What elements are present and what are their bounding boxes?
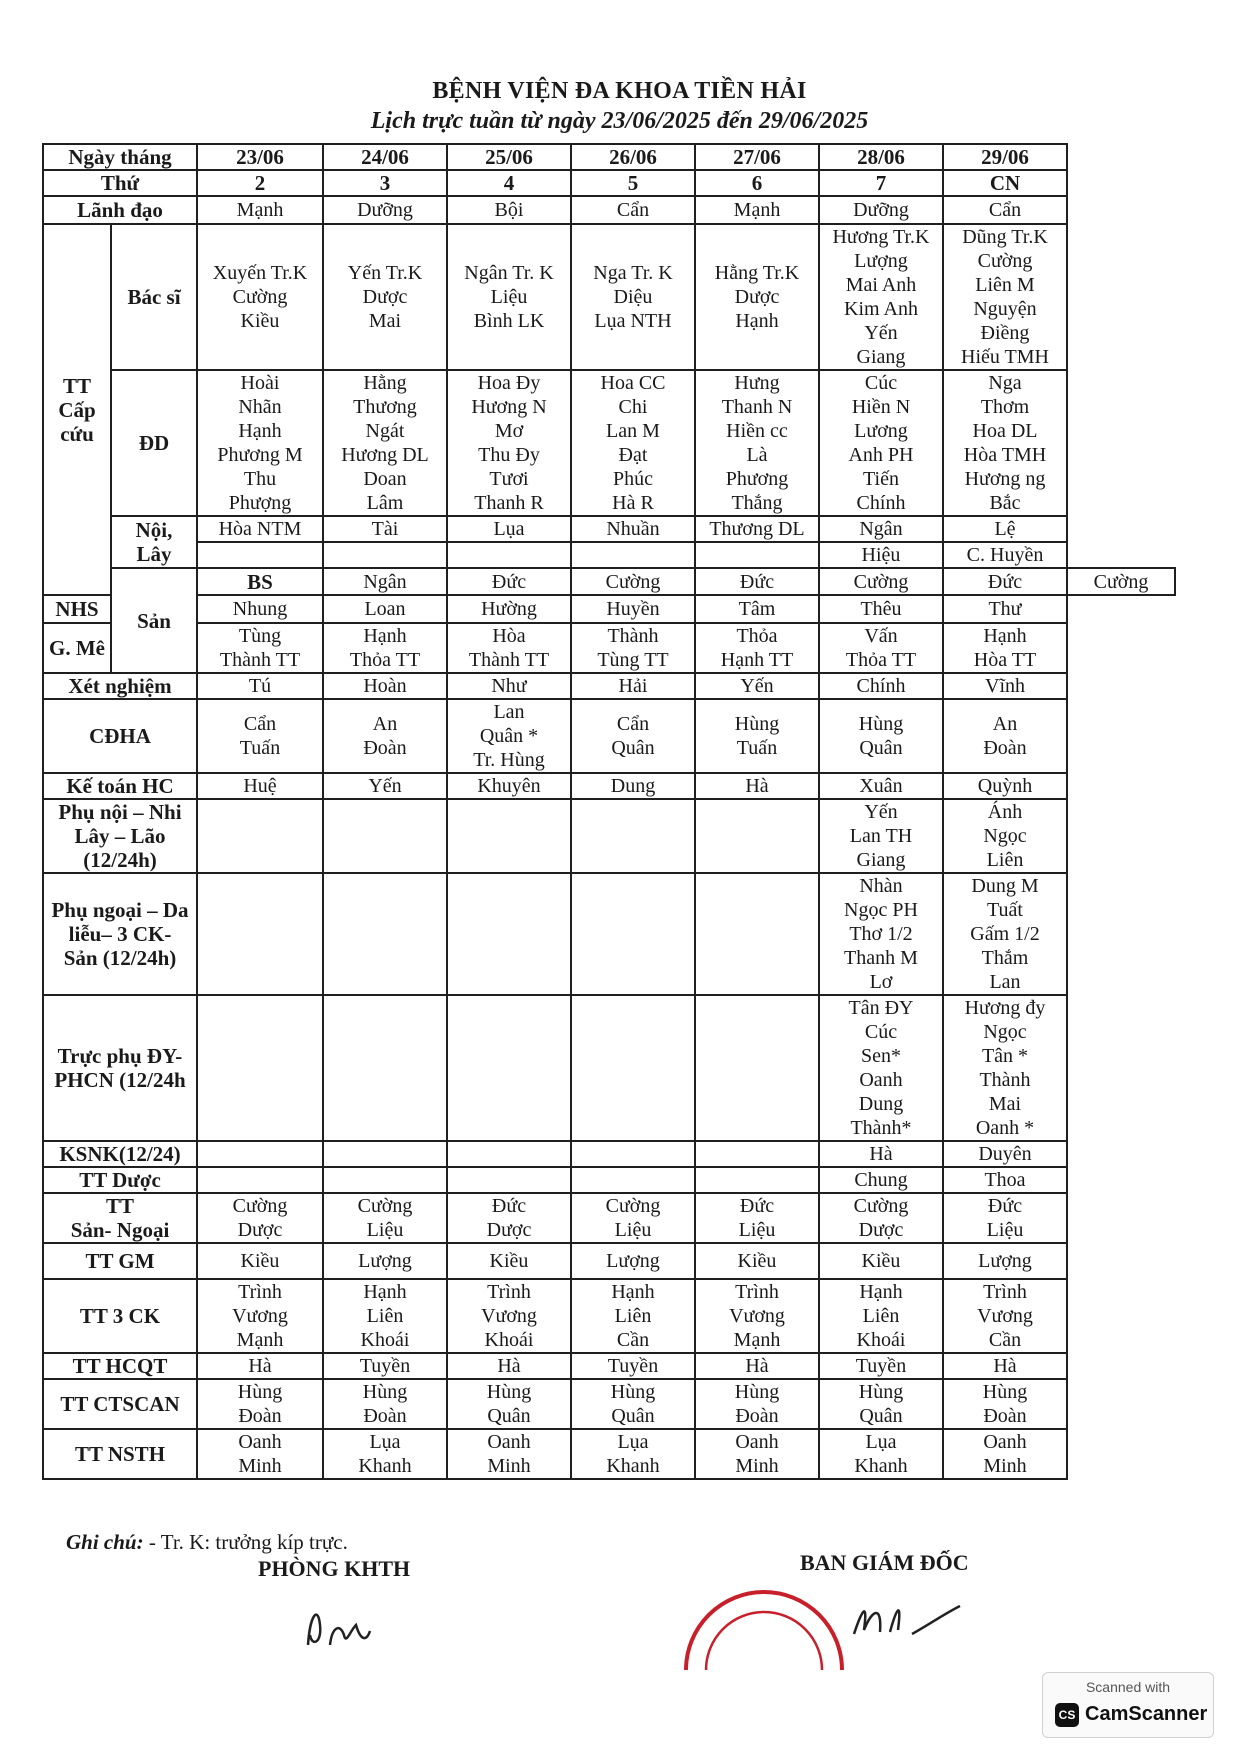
date-header-label: Ngày tháng: [43, 144, 197, 170]
hospital-title: BỆNH VIỆN ĐA KHOA TIỀN HẢI: [432, 78, 807, 104]
row-label: TT GM: [43, 1243, 197, 1279]
schedule-cell: Hùng Đoàn: [943, 1379, 1067, 1429]
schedule-cell: Cẩn Tuấn: [197, 699, 323, 773]
leadership-row: [43, 196, 1175, 224]
schedule-cell: Thương DL: [695, 516, 819, 542]
lab-row: [43, 673, 1175, 699]
schedule-cell: [323, 1141, 447, 1167]
schedule-cell: Duyên: [943, 1141, 1067, 1167]
internal-infectious-row: [43, 516, 1175, 542]
schedule-cell: Hoài Nhãn Hạnh Phương M Thu Phượng: [197, 370, 323, 516]
schedule-cell: Cúc Hiền N Lương Anh PH Tiến Chính: [819, 370, 943, 516]
schedule-cell: [571, 1141, 695, 1167]
schedule-cell: Cường: [571, 568, 695, 595]
row-label: BS: [197, 568, 323, 595]
schedule-cell: Nga Thơm Hoa DL Hòa TMH Hương ng Bắc: [943, 370, 1067, 516]
schedule-cell: Chung: [819, 1167, 943, 1193]
schedule-cell: Trình Vương Mạnh: [197, 1279, 323, 1353]
anesthesia-row: [43, 623, 1175, 673]
emergency-nurse-row: [43, 370, 1175, 516]
schedule-cell: Hoa Đy Hương N Mơ Thu Đy Tươi Thanh R: [447, 370, 571, 516]
schedule-cell: Cẩn Quân: [571, 699, 695, 773]
schedule-cell: Hạnh Liên Khoái: [323, 1279, 447, 1353]
schedule-cell: Lệ: [943, 516, 1067, 542]
internal-infectious-row-2: [43, 542, 1175, 568]
oncall-ctscan-row: [43, 1379, 1175, 1429]
emergency-doctor-row: [43, 224, 1175, 370]
date-header-row: [43, 144, 1175, 170]
schedule-cell: Vĩnh: [943, 673, 1067, 699]
oncall-obstetric-surgery-row: [43, 1193, 1175, 1243]
row-label: TT HCQT: [43, 1353, 197, 1379]
schedule-cell: Cẩn: [943, 196, 1067, 224]
schedule-cell: Quỳnh: [943, 773, 1067, 799]
row-label: Xét nghiệm: [43, 673, 197, 699]
schedule-cell: Tuyền: [323, 1353, 447, 1379]
schedule-cell: Hòa Thành TT: [447, 623, 571, 673]
schedule-cell: [571, 873, 695, 995]
oncall-admin-row: [43, 1353, 1175, 1379]
row-label: Phụ nội – Nhi Lây – Lão (12/24h): [43, 799, 197, 873]
schedule-cell: Lụa Khanh: [819, 1429, 943, 1479]
schedule-cell: Huệ: [197, 773, 323, 799]
row-label: TT CTSCAN: [43, 1379, 197, 1429]
date-header-cell: 24/06: [323, 144, 447, 170]
weekday-header-row: [43, 170, 1175, 196]
schedule-cell: Hưng Thanh N Hiền cc Là Phương Thắng: [695, 370, 819, 516]
schedule-cell: Hùng Đoàn: [323, 1379, 447, 1429]
weekday-header-cell: 2: [197, 170, 323, 196]
schedule-cell: Yến: [695, 673, 819, 699]
schedule-cell: Loan: [323, 595, 447, 623]
row-label: CĐHA: [43, 699, 197, 773]
schedule-cell: Mạnh: [695, 196, 819, 224]
schedule-cell: [571, 1167, 695, 1193]
schedule-cell: [197, 1141, 323, 1167]
schedule-cell: Hoa CC Chi Lan M Đạt Phúc Hà R: [571, 370, 695, 516]
badge-caption: Scanned with: [1085, 1679, 1171, 1695]
schedule-cell: Bội: [447, 196, 571, 224]
duty-roster-table: [42, 143, 1176, 1480]
row-label: Phụ ngoại – Da liễu– 3 CK- Sản (12/24h): [43, 873, 197, 995]
camscanner-badge: [1042, 1672, 1214, 1738]
schedule-cell: An Đoàn: [323, 699, 447, 773]
date-header-cell: 23/06: [197, 144, 323, 170]
schedule-cell: Nhung: [197, 595, 323, 623]
schedule-cell: Hà: [695, 1353, 819, 1379]
schedule-cell: Kiều: [819, 1243, 943, 1279]
row-label: KSNK(12/24): [43, 1141, 197, 1167]
roster-body: [43, 144, 1175, 1479]
footnote: [66, 1530, 348, 1555]
schedule-cell: Hoàn: [323, 673, 447, 699]
schedule-cell: Oanh Minh: [695, 1429, 819, 1479]
schedule-cell: Thỏa Hạnh TT: [695, 623, 819, 673]
schedule-cell: Hà: [695, 773, 819, 799]
schedule-cell: Hùng Quân: [447, 1379, 571, 1429]
schedule-cell: Lụa Khanh: [571, 1429, 695, 1479]
schedule-cell: [447, 995, 571, 1141]
schedule-cell: Hương Tr.K Lượng Mai Anh Kim Anh Yến Giang: [819, 224, 943, 370]
schedule-cell: Hùng Tuấn: [695, 699, 819, 773]
schedule-cell: Cường Dược: [819, 1193, 943, 1243]
weekday-header-cell: 5: [571, 170, 695, 196]
schedule-cell: Nhàn Ngọc PH Thơ 1/2 Thanh M Lơ: [819, 873, 943, 995]
schedule-cell: Ngân: [819, 516, 943, 542]
schedule-cell: [323, 1167, 447, 1193]
schedule-cell: Xuyến Tr.K Cường Kiều: [197, 224, 323, 370]
schedule-cell: Dũng Tr.K Cường Liên M Nguyện Điềng Hiếu TMH: [943, 224, 1067, 370]
schedule-cell: [197, 542, 323, 568]
schedule-cell: Cường: [819, 568, 943, 595]
date-header-cell: 28/06: [819, 144, 943, 170]
schedule-cell: Hạnh Thỏa TT: [323, 623, 447, 673]
schedule-cell: Cường Dược: [197, 1193, 323, 1243]
schedule-cell: Thư: [943, 595, 1067, 623]
schedule-cell: [695, 1141, 819, 1167]
schedule-cell: Hằng Tr.K Dược Hạnh: [695, 224, 819, 370]
weekday-header-cell: 4: [447, 170, 571, 196]
row-label: Lãnh đạo: [43, 196, 197, 224]
row-label: TT Sản- Ngoại: [43, 1193, 197, 1243]
schedule-cell: Hà: [943, 1353, 1067, 1379]
midwife-row: [43, 595, 1175, 623]
camscanner-logo-icon: CS: [1055, 1703, 1079, 1727]
assistant-traditional-medicine-row: [43, 995, 1175, 1141]
schedule-subtitle: Lịch trực tuần từ ngày 23/06/2025 đến 29/06/2025: [370, 108, 869, 134]
schedule-cell: [447, 799, 571, 873]
schedule-cell: Trình Vương Mạnh: [695, 1279, 819, 1353]
row-label: ĐD: [111, 370, 197, 516]
schedule-cell: Ánh Ngọc Liên: [943, 799, 1067, 873]
schedule-cell: Lượng: [323, 1243, 447, 1279]
schedule-cell: Hạnh Liên Khoái: [819, 1279, 943, 1353]
schedule-cell: Đức: [943, 568, 1067, 595]
schedule-cell: [695, 542, 819, 568]
schedule-cell: Lụa Khanh: [323, 1429, 447, 1479]
schedule-cell: Lượng: [571, 1243, 695, 1279]
schedule-cell: Mạnh: [197, 196, 323, 224]
schedule-cell: Đức: [447, 568, 571, 595]
schedule-cell: Hường: [447, 595, 571, 623]
schedule-cell: Trình Vương Khoái: [447, 1279, 571, 1353]
schedule-cell: Ngân Tr. K Liệu Bình LK: [447, 224, 571, 370]
row-label: TT NSTH: [43, 1429, 197, 1479]
schedule-cell: Khuyên: [447, 773, 571, 799]
schedule-cell: Cường: [1067, 568, 1175, 595]
obstetrics-doctor-row: [43, 568, 1175, 595]
schedule-cell: Chính: [819, 673, 943, 699]
schedule-cell: Lụa: [447, 516, 571, 542]
schedule-cell: [323, 799, 447, 873]
schedule-cell: Đức: [695, 568, 819, 595]
schedule-cell: Yến: [323, 773, 447, 799]
assistant-surgery-row: [43, 873, 1175, 995]
department-signature-label: PHÒNG KHTH: [258, 1556, 411, 1581]
schedule-cell: Thoa: [943, 1167, 1067, 1193]
schedule-cell: [695, 873, 819, 995]
schedule-cell: C. Huyền: [943, 542, 1067, 568]
weekday-header-label: Thứ: [43, 170, 197, 196]
footnote-text: - Tr. K: trưởng kíp trực.: [143, 1530, 348, 1554]
schedule-cell: Cường Liệu: [571, 1193, 695, 1243]
schedule-cell: Tâm: [695, 595, 819, 623]
schedule-cell: Oanh Minh: [197, 1429, 323, 1479]
accounting-row: [43, 773, 1175, 799]
weekday-header-cell: 6: [695, 170, 819, 196]
schedule-cell: Tuyền: [571, 1353, 695, 1379]
schedule-cell: Hà: [447, 1353, 571, 1379]
row-label: Nội, Lây: [111, 516, 197, 568]
schedule-cell: Kiều: [695, 1243, 819, 1279]
schedule-cell: [197, 995, 323, 1141]
schedule-cell: Hùng Đoàn: [695, 1379, 819, 1429]
schedule-cell: Thành Tùng TT: [571, 623, 695, 673]
weekday-header-cell: CN: [943, 170, 1067, 196]
schedule-cell: [323, 873, 447, 995]
schedule-cell: [695, 1167, 819, 1193]
row-label: TT Dược: [43, 1167, 197, 1193]
schedule-cell: Như: [447, 673, 571, 699]
schedule-cell: [695, 995, 819, 1141]
pharmacy-row: [43, 1167, 1175, 1193]
row-label: Trực phụ ĐY- PHCN (12/24h: [43, 995, 197, 1141]
schedule-cell: Đức Liệu: [943, 1193, 1067, 1243]
schedule-cell: Thêu: [819, 595, 943, 623]
schedule-cell: Nhuần: [571, 516, 695, 542]
schedule-cell: Yến Lan TH Giang: [819, 799, 943, 873]
schedule-cell: Dưỡng: [819, 196, 943, 224]
schedule-cell: Oanh Minh: [943, 1429, 1067, 1479]
schedule-cell: Vấn Thỏa TT: [819, 623, 943, 673]
schedule-cell: [323, 995, 447, 1141]
schedule-cell: Hạnh Hòa TT: [943, 623, 1067, 673]
schedule-cell: Yến Tr.K Dược Mai: [323, 224, 447, 370]
schedule-cell: Hòa NTM: [197, 516, 323, 542]
schedule-cell: Hùng Quân: [571, 1379, 695, 1429]
schedule-cell: [571, 799, 695, 873]
schedule-cell: Lan Quân * Tr. Hùng: [447, 699, 571, 773]
oncall-3-specialties-row: [43, 1279, 1175, 1353]
schedule-cell: Tân ĐY Cúc Sen* Oanh Dung Thành*: [819, 995, 943, 1141]
schedule-cell: [571, 542, 695, 568]
handwritten-signature: [300, 1595, 410, 1655]
schedule-cell: Hằng Thương Ngát Hương DL Doan Lâm: [323, 370, 447, 516]
schedule-cell: Huyền: [571, 595, 695, 623]
date-header-cell: 26/06: [571, 144, 695, 170]
oncall-anesthesia-row: [43, 1243, 1175, 1279]
group-label: Sản: [111, 568, 197, 673]
schedule-cell: Ngân: [323, 568, 447, 595]
badge-brand-name: CamScanner: [1085, 1703, 1208, 1725]
schedule-cell: Hạnh Liên Cần: [571, 1279, 695, 1353]
schedule-cell: Xuân: [819, 773, 943, 799]
schedule-cell: Oanh Minh: [447, 1429, 571, 1479]
schedule-cell: [197, 1167, 323, 1193]
row-label: Kế toán HC: [43, 773, 197, 799]
schedule-cell: Hùng Quân: [819, 1379, 943, 1429]
schedule-cell: Hải: [571, 673, 695, 699]
schedule-cell: [447, 1167, 571, 1193]
imaging-row: [43, 699, 1175, 773]
schedule-cell: Tuyền: [819, 1353, 943, 1379]
schedule-cell: Hà: [819, 1141, 943, 1167]
schedule-cell: Cường Liệu: [323, 1193, 447, 1243]
schedule-cell: [447, 542, 571, 568]
row-label: G. Mê: [43, 623, 111, 673]
date-header-cell: 25/06: [447, 144, 571, 170]
weekday-header-cell: 3: [323, 170, 447, 196]
schedule-cell: Hùng Đoàn: [197, 1379, 323, 1429]
footnote-label: Ghi chú:: [66, 1530, 144, 1554]
group-label: TT Cấp cứu: [43, 224, 111, 595]
schedule-cell: Đức Dược: [447, 1193, 571, 1243]
row-label: TT 3 CK: [43, 1279, 197, 1353]
schedule-cell: Tùng Thành TT: [197, 623, 323, 673]
schedule-cell: [197, 799, 323, 873]
assistant-internal-row: [43, 799, 1175, 873]
schedule-cell: Hà: [197, 1353, 323, 1379]
schedule-cell: [323, 542, 447, 568]
weekday-header-cell: 7: [819, 170, 943, 196]
schedule-cell: Kiều: [197, 1243, 323, 1279]
schedule-cell: Hùng Quân: [819, 699, 943, 773]
schedule-cell: Hương đy Ngọc Tân * Thành Mai Oanh *: [943, 995, 1067, 1141]
schedule-cell: Tài: [323, 516, 447, 542]
hospital-stamp: [682, 1570, 962, 1670]
oncall-endoscopy-row: [43, 1429, 1175, 1479]
schedule-cell: Kiều: [447, 1243, 571, 1279]
schedule-cell: [695, 799, 819, 873]
schedule-cell: Dưỡng: [323, 196, 447, 224]
schedule-cell: [447, 873, 571, 995]
row-label: Bác sĩ: [111, 224, 197, 370]
schedule-cell: Hiệu: [819, 542, 943, 568]
schedule-cell: Tú: [197, 673, 323, 699]
row-label: NHS: [43, 595, 111, 623]
board-signature-label: BAN GIÁM ĐỐC: [800, 1550, 969, 1575]
schedule-cell: Lượng: [943, 1243, 1067, 1279]
date-header-cell: 27/06: [695, 144, 819, 170]
schedule-cell: Nga Tr. K Diệu Lụa NTH: [571, 224, 695, 370]
schedule-cell: [571, 995, 695, 1141]
schedule-cell: Dung M Tuất Gấm 1/2 Thắm Lan: [943, 873, 1067, 995]
schedule-cell: Cẩn: [571, 196, 695, 224]
schedule-cell: [197, 873, 323, 995]
schedule-cell: Đức Liệu: [695, 1193, 819, 1243]
schedule-cell: Dung: [571, 773, 695, 799]
schedule-cell: Trình Vương Cần: [943, 1279, 1067, 1353]
schedule-cell: An Đoàn: [943, 699, 1067, 773]
schedule-cell: [447, 1141, 571, 1167]
infection-control-row: [43, 1141, 1175, 1167]
date-header-cell: 29/06: [943, 144, 1067, 170]
